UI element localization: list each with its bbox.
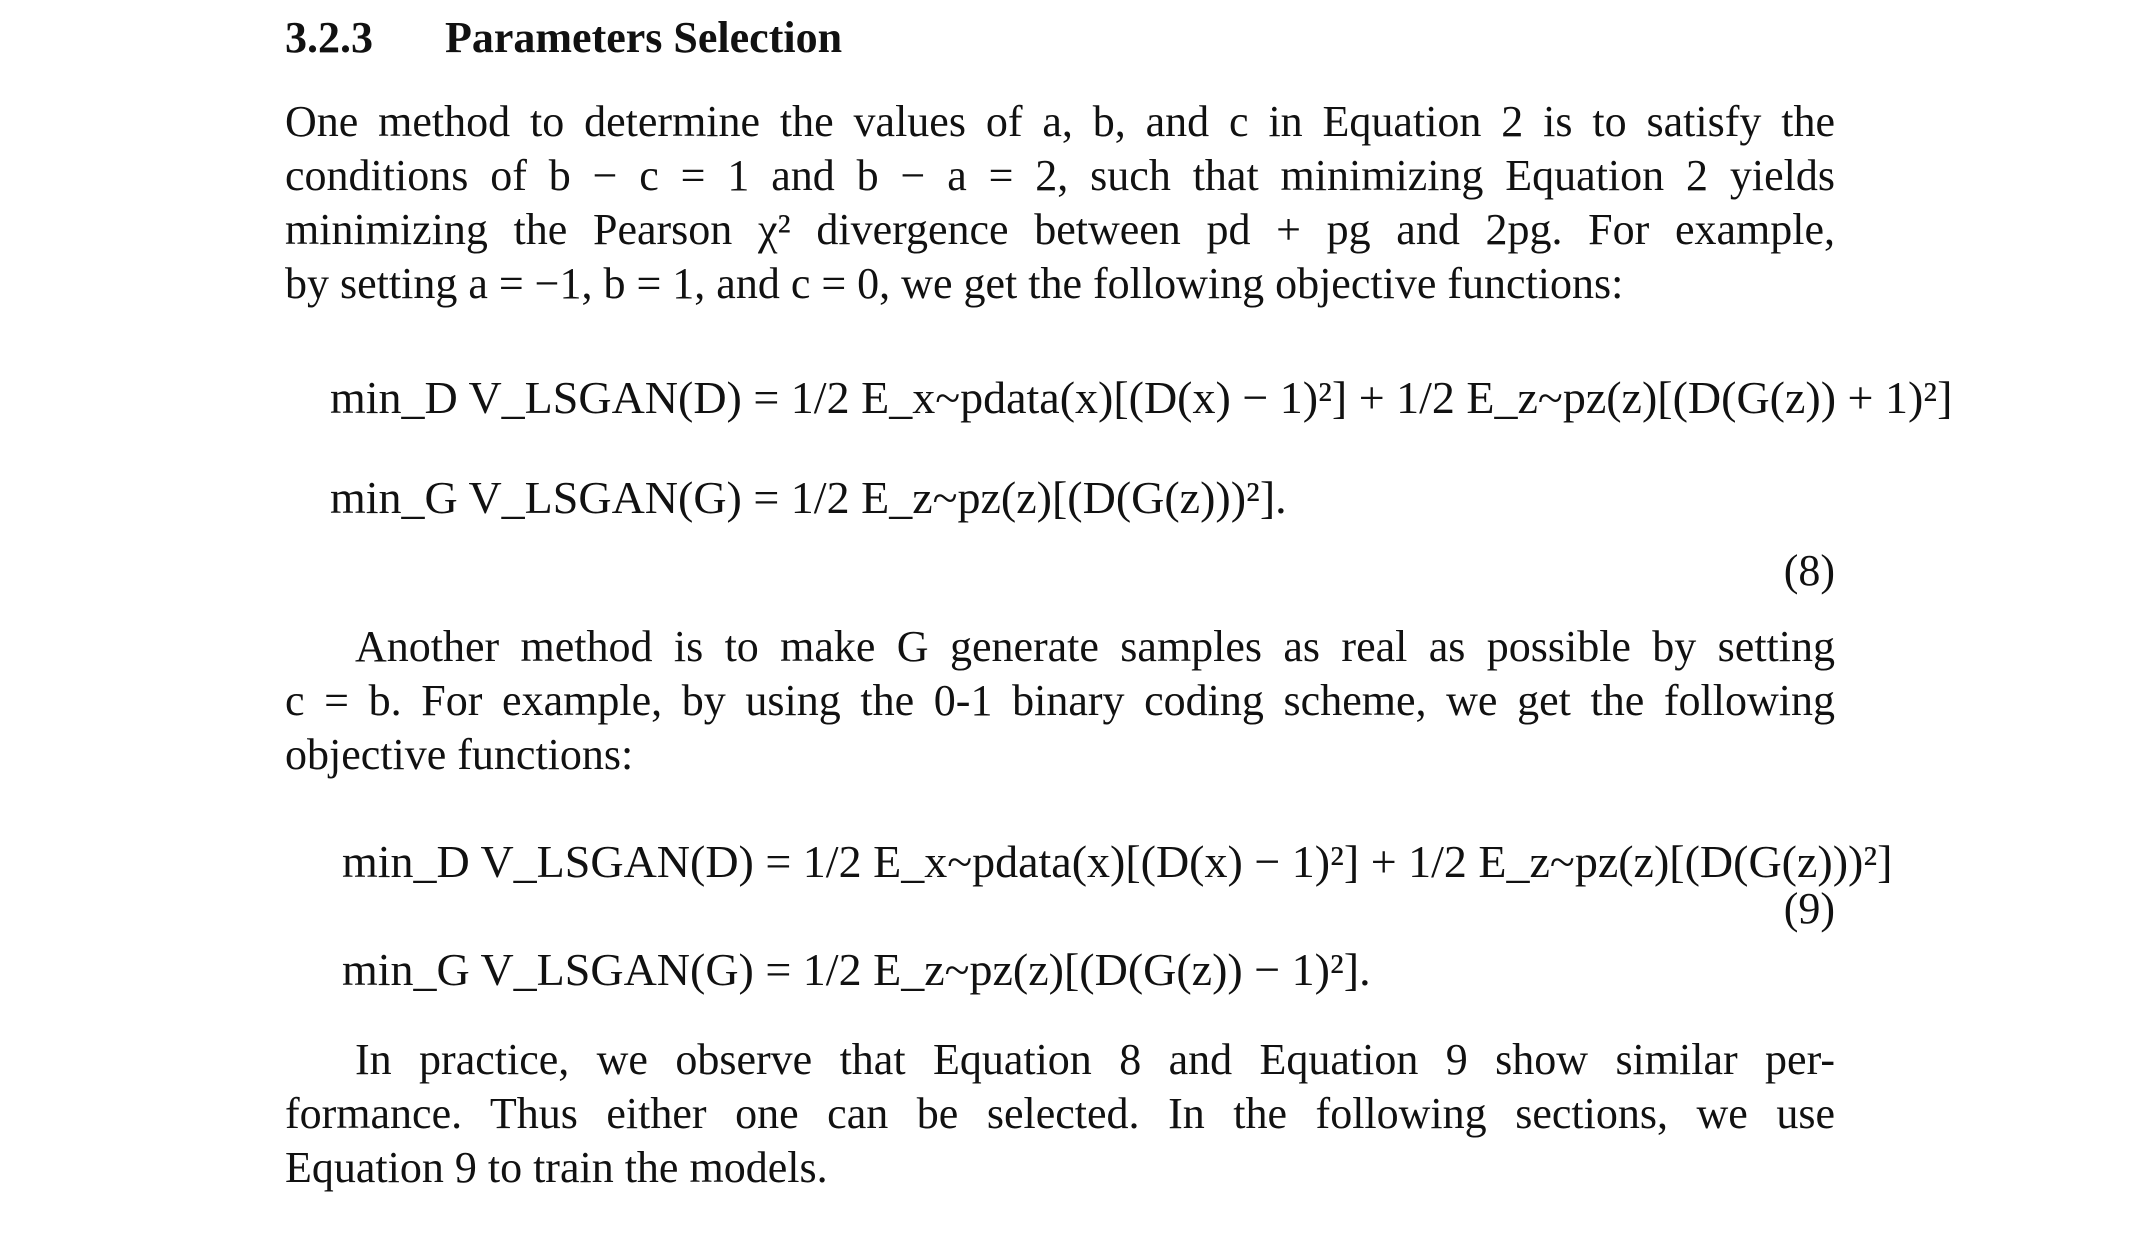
- paragraph-1: [285, 95, 1835, 311]
- equation-8-generator: [330, 462, 1287, 526]
- equation-9-generator: [342, 934, 1371, 998]
- paragraph-3-line-1: In practice, we observe that Equation 8 and Equation 9 show similar per-: [355, 1035, 1835, 1084]
- paragraph-3: [285, 1033, 1835, 1195]
- paragraph-1-line-3: minimizing the Pearson χ² divergence between pd + pg and 2pg. For example,: [285, 205, 1835, 254]
- section-number: 3.2.3: [285, 13, 373, 62]
- paragraph-2-line-2: c = b. For example, by using the 0-1 binary coding scheme, we get the following: [285, 676, 1835, 725]
- equation-8-number: (8): [1783, 546, 1835, 595]
- paragraph-3-line-2: formance. Thus either one can be selected. In the following sections, we use: [285, 1089, 1835, 1138]
- equation-8-generator-text: min_G V_LSGAN(G) = 1/2 E_z~pz(z)[(D(G(z)))²].: [330, 472, 1287, 524]
- paragraph-3-line-3: Equation 9 to train the models.: [285, 1143, 828, 1192]
- paragraph-2-line-3: objective functions:: [285, 730, 634, 779]
- equation-8-discriminator-text: min_D V_LSGAN(D) = 1/2 E_x~pdata(x)[(D(x) − 1)²] + 1/2 E_z~pz(z)[(D(G(z)) + 1)²]: [330, 372, 1953, 424]
- paragraph-1-line-2: conditions of b − c = 1 and b − a = 2, such that minimizing Equation 2 yields: [285, 151, 1835, 200]
- equation-8-discriminator: [330, 362, 1952, 426]
- equation-9-discriminator-text: min_D V_LSGAN(D) = 1/2 E_x~pdata(x)[(D(x) − 1)²] + 1/2 E_z~pz(z)[(D(G(z)))²]: [342, 836, 1893, 888]
- paragraph-2: [285, 620, 1835, 782]
- equation-9-generator-text: min_G V_LSGAN(G) = 1/2 E_z~pz(z)[(D(G(z)) − 1)²].: [342, 944, 1371, 996]
- paragraph-1-line-4: by setting a = −1, b = 1, and c = 0, we get the following objective functions:: [285, 259, 1624, 308]
- equation-9-number: (9): [1783, 884, 1835, 933]
- paragraph-1-line-1: One method to determine the values of a, b, and c in Equation 2 is to satisfy the: [285, 97, 1835, 146]
- section-title: Parameters Selection: [445, 13, 843, 62]
- section-heading: [285, 8, 842, 68]
- equation-9-discriminator: [342, 826, 1892, 890]
- paragraph-2-line-1: Another method is to make G generate samples as real as possible by setting: [355, 622, 1835, 671]
